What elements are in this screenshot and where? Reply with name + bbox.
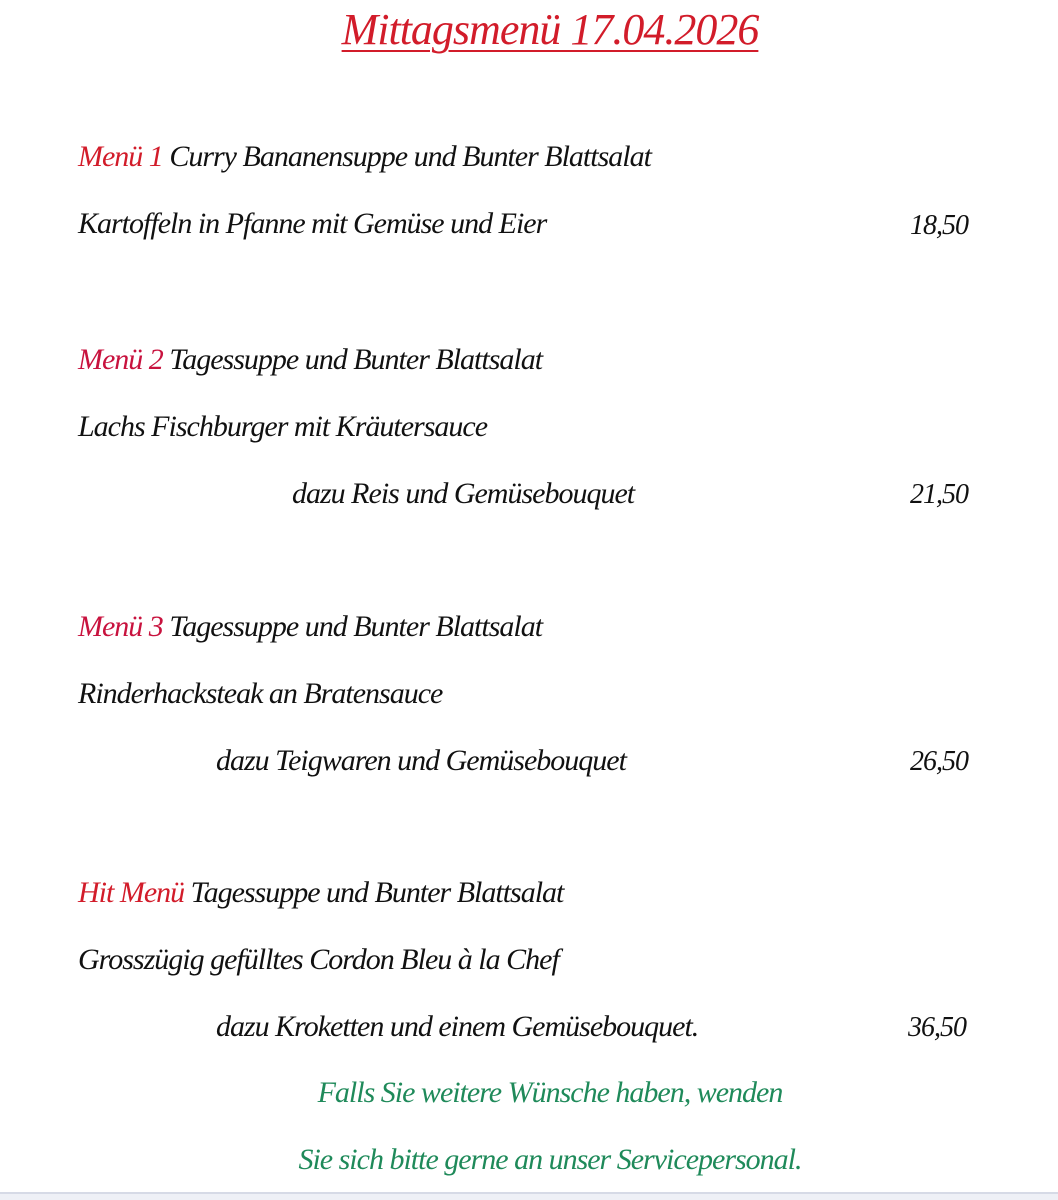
hit-menu-starter-line	[78, 878, 563, 908]
menu-2-main: Lachs Fischburger mit Kräutersauce	[78, 410, 488, 443]
menu-1-main: Kartoffeln in Pfanne mit Gemüse und Eier	[78, 207, 547, 240]
menu-1-starter-line	[78, 142, 651, 172]
menu-3-main: Rinderhacksteak an Bratensauce	[78, 677, 443, 710]
menu-3-starter: Tagessuppe und Bunter Blattsalat	[169, 610, 543, 643]
menu-2-starter-line	[78, 345, 542, 375]
service-note-line-2: Sie sich bitte gerne an unser Servicepersonal.	[298, 1143, 802, 1176]
menu-1-label: Menü 1	[78, 140, 163, 173]
page-title: Mittagsmenü 17.04.2026	[341, 5, 759, 54]
menu-3-label: Menü 3	[78, 610, 163, 643]
menu-1-price: 18,50	[910, 210, 968, 241]
hit-menu-main: Grosszügig gefülltes Cordon Bleu à la Chef	[78, 943, 559, 976]
hit-menu-price: 36,50	[908, 1012, 966, 1043]
page-bottom-edge	[0, 1192, 1058, 1200]
hit-menu-label: Hit Menü	[78, 876, 185, 909]
menu-3-side: dazu Teigwaren und Gemüsebouquet	[216, 744, 626, 777]
menu-3-price: 26,50	[910, 746, 968, 777]
menu-2-side: dazu Reis und Gemüsebouquet	[292, 477, 635, 510]
service-note-line-1: Falls Sie weitere Wünsche haben, wenden	[317, 1076, 783, 1109]
hit-menu-side: dazu Kroketten und einem Gemüsebouquet.	[216, 1010, 699, 1043]
menu-2-starter: Tagessuppe und Bunter Blattsalat	[169, 343, 543, 376]
hit-menu-starter: Tagessuppe und Bunter Blattsalat	[190, 876, 564, 909]
menu-3-starter-line	[78, 612, 542, 642]
menu-2-label: Menü 2	[78, 343, 163, 376]
menu-2-price: 21,50	[910, 479, 968, 510]
menu-1-starter: Curry Bananensuppe und Bunter Blattsalat	[169, 140, 651, 173]
